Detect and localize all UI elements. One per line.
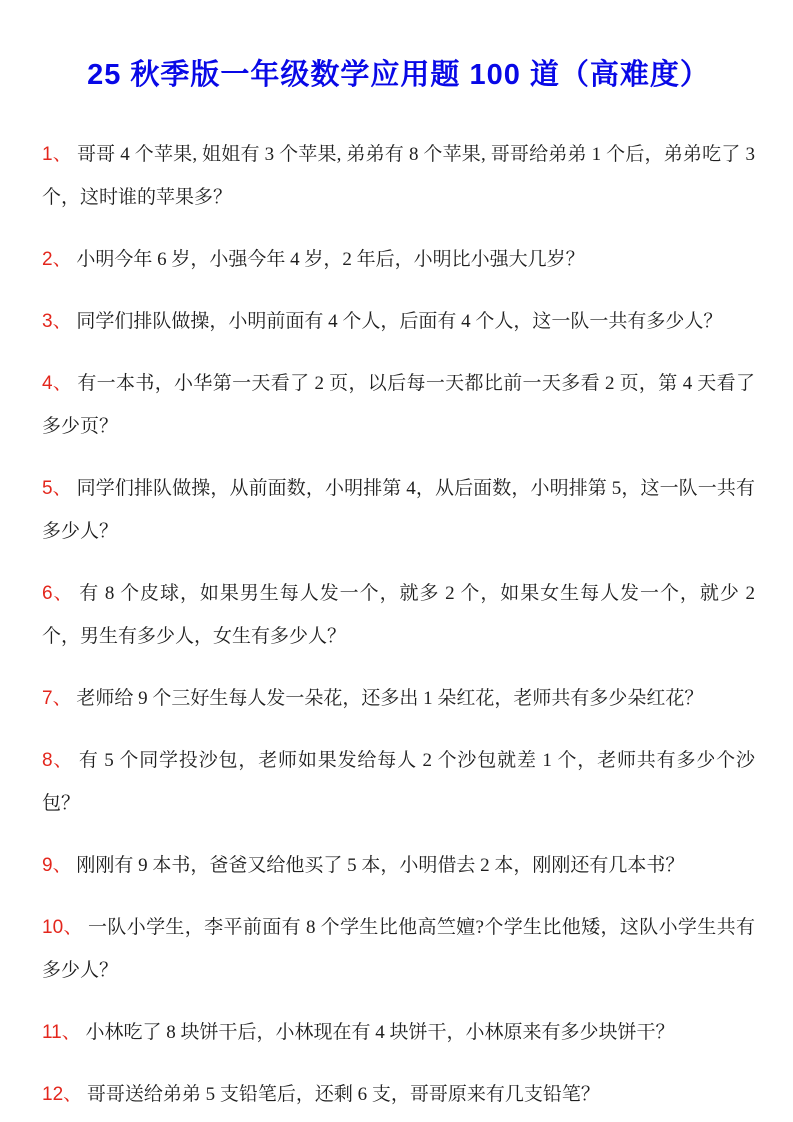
question-text: 小林吃了 8 块饼干后，小林现在有 4 块饼干，小林原来有多少块饼干？ [85, 1022, 675, 1043]
question-item-9 [42, 844, 755, 887]
question-text: 哥哥送给弟弟 5 支铅笔后，还剩 6 支，哥哥原来有几支铅笔？ [86, 1084, 600, 1105]
page-title: 25 秋季版一年级数学应用题 100 道（高难度） [87, 59, 710, 91]
question-item-7 [42, 677, 755, 720]
question-number: 8、 [42, 750, 74, 771]
question-item-6 [42, 572, 755, 658]
question-item-12 [42, 1073, 755, 1116]
question-item-8 [42, 739, 755, 825]
question-number: 1、 [42, 144, 72, 165]
question-item-3 [42, 300, 755, 343]
question-number: 9、 [42, 855, 72, 876]
question-text: 刚刚有 9 本书，爸爸又给他买了 5 本，小明借去 2 本，刚刚还有几本书？ [76, 855, 685, 876]
question-number: 3、 [42, 311, 72, 332]
question-text: 同学们排队做操，从前面数，小明排第 4，从后面数，小明排第 5，这一队一共有多少人？ [42, 478, 755, 542]
question-number: 7、 [42, 688, 72, 709]
question-text: 老师给 9 个三好生每人发一朵花，还多出 1 朵红花，老师共有多少朵红花？ [76, 688, 704, 709]
question-number: 4、 [42, 373, 73, 394]
question-text: 有一本书，小华第一天看了 2 页，以后每一天都比前一天多看 2 页，第 4 天看了多少页？ [42, 373, 755, 437]
question-text: 小明今年 6 岁，小强今年 4 岁，2 年后，小明比小强大几岁？ [76, 249, 585, 270]
question-item-2 [42, 238, 755, 281]
question-item-5 [42, 467, 755, 553]
question-text: 哥哥 4 个苹果, 姐姐有 3 个苹果, 弟弟有 8 个苹果, 哥哥给弟弟 1 个后，弟弟吃了 3 个，这时谁的苹果多？ [42, 144, 755, 208]
question-number: 12、 [42, 1084, 83, 1105]
question-item-4 [42, 362, 755, 448]
question-number: 2、 [42, 249, 72, 270]
question-text: 有 5 个同学投沙包，老师如果发给每人 2 个沙包就差 1 个，老师共有多少个沙包？ [42, 750, 755, 814]
question-item-11 [42, 1011, 755, 1054]
question-text: 同学们排队做操，小明前面有 4 个人，后面有 4 个人，这一队一共有多少人？ [76, 311, 723, 332]
question-text: 有 8 个皮球，如果男生每人发一个，就多 2 个，如果女生每人发一个，就少 2 个，男生有多少人，女生有多少人？ [42, 583, 755, 647]
question-item-10 [42, 906, 755, 992]
question-number: 6、 [42, 583, 74, 604]
question-number: 10、 [42, 917, 83, 938]
question-item-1 [42, 133, 755, 219]
question-text: 一队小学生，李平前面有 8 个学生比他高竺嬗?个学生比他矮，这队小学生共有多少人？ [42, 917, 756, 981]
question-list [42, 133, 755, 1116]
question-number: 11、 [42, 1022, 81, 1043]
question-number: 5、 [42, 478, 72, 499]
